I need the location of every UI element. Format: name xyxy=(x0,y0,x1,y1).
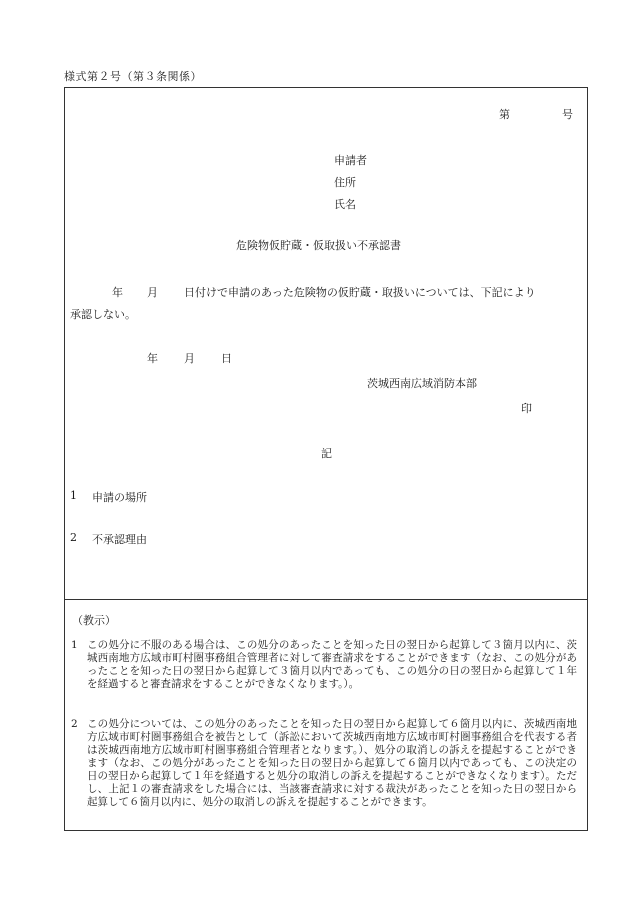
notice-paragraph xyxy=(71,639,577,709)
section-divider xyxy=(65,599,587,600)
seal-mark: 印 xyxy=(521,402,532,415)
body-text: 日付けで申請のあった危険物の仮貯蔵・取扱いについては、下記により xyxy=(184,286,536,299)
item-label: 申請の場所 xyxy=(92,491,147,504)
notice-paragraph-text: この処分については、この処分のあったことを知った日の翌日から起算して６箇月以内に、茨城西南地方広域市町村圏事務組合を被告として（訴訟において茨城西南地方広域市町村圏事務組合を代表する者は茨城西南地方広域市町村圏事務組合管理者となります。）、処分の取消しの訴えを提起することができます（なお、この処分があったことを知った日の翌日から起算して６箇月以内であっても、この決定の日の翌日から起算して１年を経過すると処分の取消しの訴えを提起することができなくなります）。ただし、上記１の審査請求をした場合には、当該審査請求に対する裁決があったことを知った日の翌日から起算して６箇月以内に、処分の取消しの訴えを提起することができます。 xyxy=(87,718,577,808)
document-frame xyxy=(64,87,588,831)
name-label: 氏名 xyxy=(334,198,356,211)
number-suffix: 号 xyxy=(562,108,573,121)
issuer: 茨城西南広域消防本部 xyxy=(367,377,477,390)
address-label: 住所 xyxy=(334,176,356,189)
date-month: 月 xyxy=(184,352,195,365)
ki-label: 記 xyxy=(321,447,332,460)
form-label: 様式第２号（第３条関係） xyxy=(64,70,202,83)
date-day: 日 xyxy=(221,352,232,365)
notice-paragraph-text: この処分に不服のある場合は、この処分のあったことを知った日の翌日から起算して３箇月以内に、茨城西南地方広域市町村圏事務組合管理者に対して審査請求をすることができます（なお、この処分があったことを知った日の翌日から起算して３箇月以内であっても、この処分の日の翌日から起算して１年を経過すると審査請求をすることができなくなります。）。 xyxy=(87,639,577,690)
document-title: 危険物仮貯蔵・仮取扱い不承認書 xyxy=(236,239,401,252)
applicant-label: 申請者 xyxy=(334,154,367,167)
notice-paragraph-number: 2 xyxy=(71,718,78,730)
body-year: 年 xyxy=(112,286,123,299)
body-month: 月 xyxy=(147,286,158,299)
notice-paragraph-number: 1 xyxy=(71,639,78,651)
number-prefix: 第 xyxy=(499,108,510,121)
item-label: 不承認理由 xyxy=(92,533,147,546)
notice-paragraph xyxy=(71,718,577,828)
item-number: 2 xyxy=(70,531,77,544)
notice-heading: （教示） xyxy=(72,614,116,627)
item-number: 1 xyxy=(70,489,77,502)
date-year: 年 xyxy=(147,352,158,365)
body-text-cont: 承認しない。 xyxy=(70,308,136,321)
